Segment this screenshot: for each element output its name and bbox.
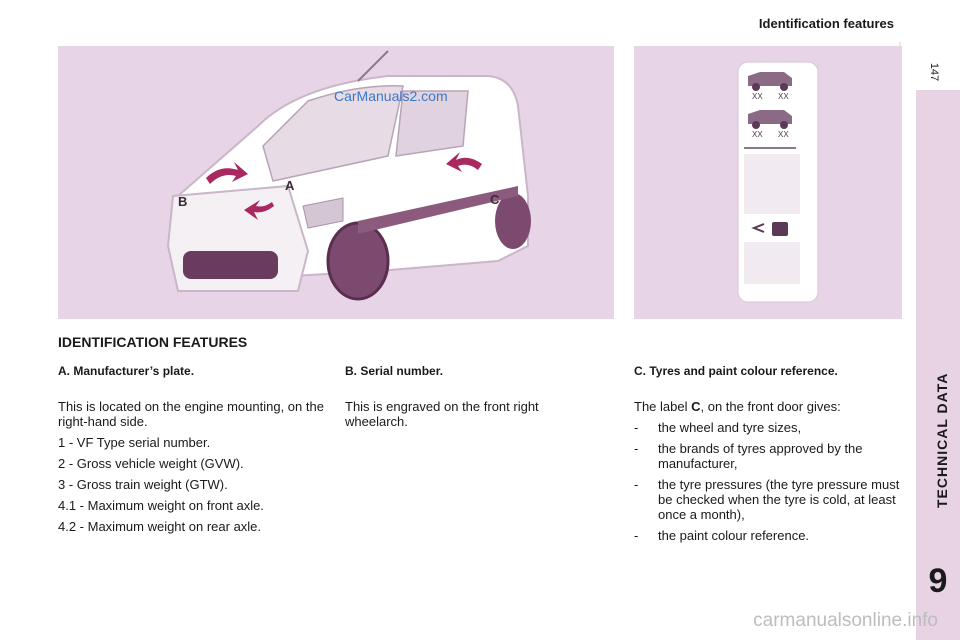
- chapter-tab-label: TECHNICAL DATA: [934, 372, 950, 508]
- heading-manufacturer-plate: A. Manufacturer’s plate.: [58, 364, 195, 378]
- label-intro-text: The label C, on the front door gives:: [634, 399, 841, 414]
- heading-tyres-paint: C. Tyres and paint colour reference.: [634, 364, 838, 378]
- serial-location-text: This is engraved on the front right wheelarch.: [345, 399, 539, 429]
- side-tab: [916, 90, 960, 640]
- tyre-label-illustration: [634, 46, 902, 319]
- page-header-title: Identification features: [758, 16, 894, 31]
- page-number: 147: [928, 62, 940, 82]
- van-drawing: [58, 46, 614, 319]
- section-title: IDENTIFICATION FEATURES: [58, 334, 248, 350]
- list-item: - the tyre pressures (the tyre pressure must be checked when the tyre is cold, at least once a month),: [634, 477, 900, 522]
- list-item: - the brands of tyres approved by the manufacturer,: [634, 441, 863, 471]
- plate-line: 2 - Gross vehicle weight (GVW).: [58, 456, 244, 471]
- label-contents-list: [634, 420, 906, 543]
- heading-serial-number: B. Serial number.: [345, 364, 444, 378]
- tyre-label-drawing: [634, 46, 902, 319]
- callout-b: B: [178, 194, 188, 209]
- chapter-number: 9: [928, 562, 948, 600]
- plate-line: 4.2 - Maximum weight on rear axle.: [58, 519, 262, 534]
- plate-line: 1 - VF Type serial number.: [58, 435, 211, 450]
- label-code: XX: [778, 130, 789, 139]
- list-item: - the wheel and tyre sizes,: [634, 420, 802, 435]
- plate-location-text: This is located on the engine mounting, on the right-hand side.: [58, 399, 324, 429]
- column-tyres-paint: [634, 364, 906, 549]
- label-code: XX: [752, 130, 763, 139]
- list-item: - the paint colour reference.: [634, 528, 810, 543]
- plate-line: 4.1 - Maximum weight on front axle.: [58, 498, 264, 513]
- label-code: XX: [752, 92, 763, 101]
- footer-watermark: carmanualsonline.info: [753, 610, 938, 631]
- label-code: XX: [778, 92, 789, 101]
- van-illustration: [58, 46, 614, 319]
- callout-c: C: [490, 192, 500, 207]
- plate-line: 3 - Gross train weight (GTW).: [58, 477, 228, 492]
- column-serial-number: [345, 364, 595, 435]
- callout-a: A: [285, 178, 295, 193]
- column-manufacturer-plate: [58, 364, 330, 540]
- watermark-carmanuals2: CarManuals2.com: [334, 88, 448, 104]
